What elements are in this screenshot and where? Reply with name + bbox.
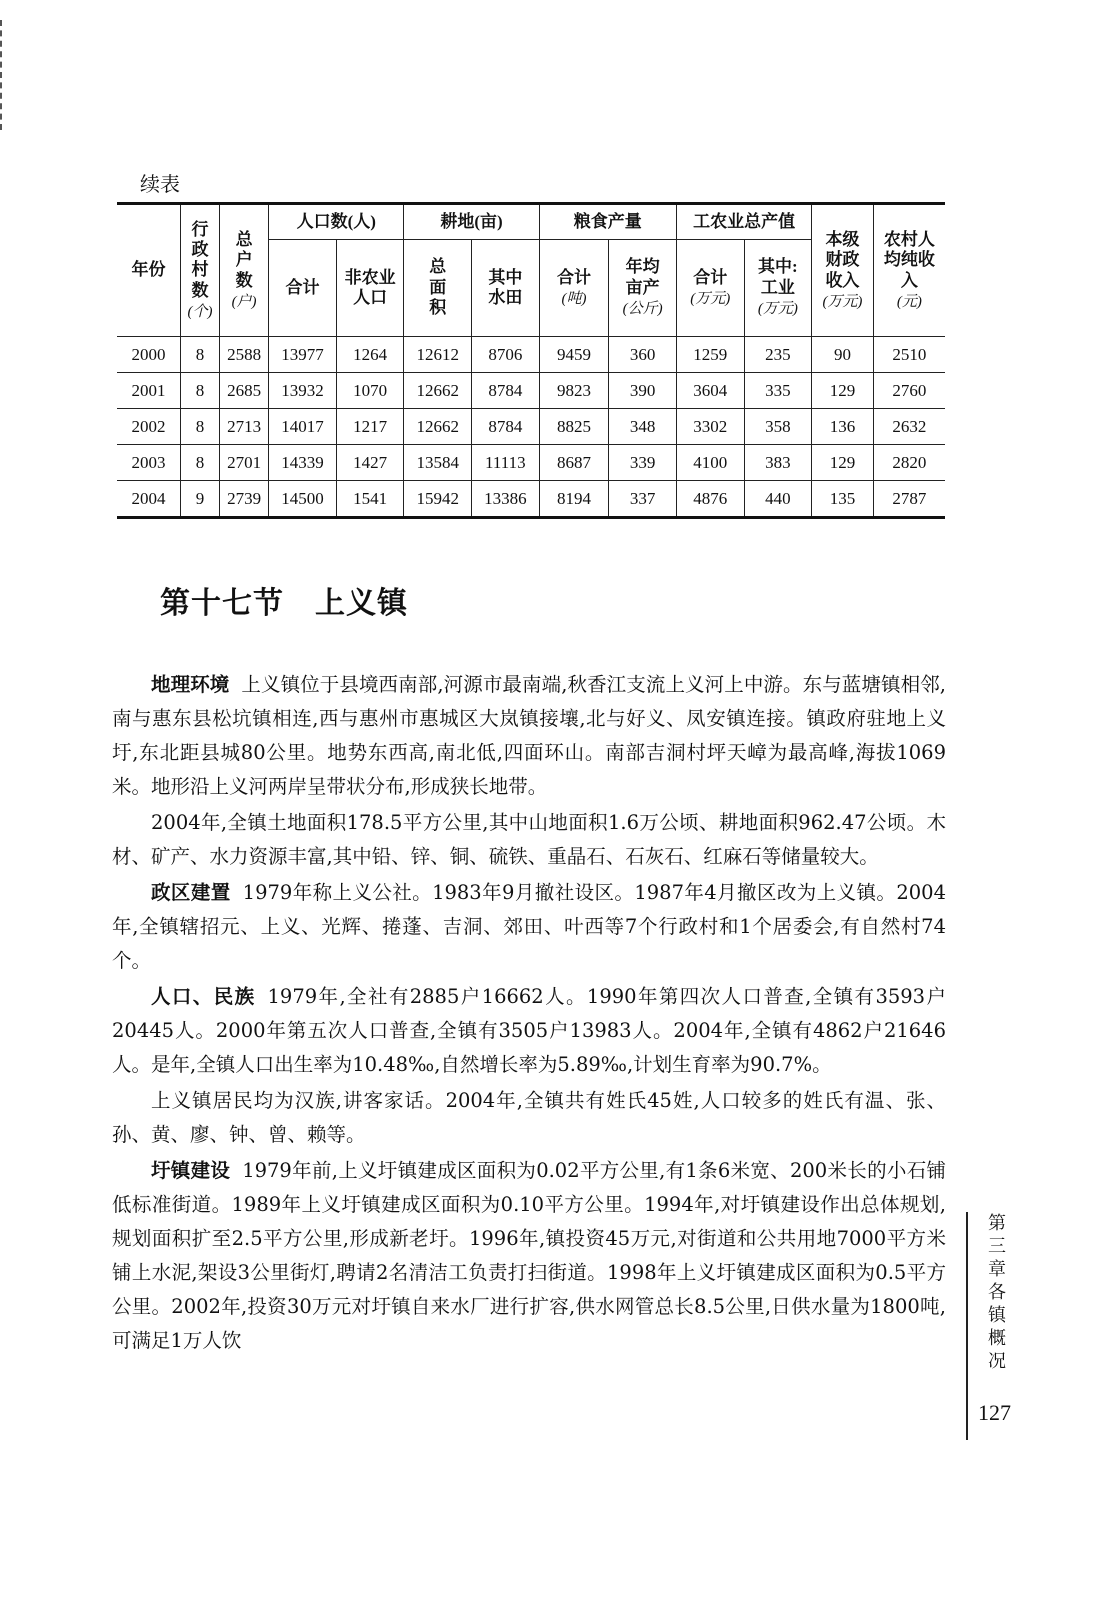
header-year: 年份 (117, 204, 181, 337)
table-cell: 2632 (873, 409, 945, 445)
header-grain: 粮食产量 (539, 204, 676, 240)
table-cell: 9 (181, 481, 220, 518)
paragraph (112, 876, 946, 978)
table-cell: 440 (744, 481, 812, 518)
table-cell: 339 (609, 445, 677, 481)
header-pop-total: 合计 (269, 240, 337, 337)
table-cell: 2588 (219, 337, 268, 373)
header-households: 总户数 (户) (219, 204, 268, 337)
table-cell: 14017 (269, 409, 337, 445)
table-row (117, 409, 945, 445)
table-cell: 8 (181, 373, 220, 409)
table-cell: 8706 (472, 337, 540, 373)
table-row (117, 445, 945, 481)
table-cell: 15942 (404, 481, 472, 518)
paragraph-heading: 人口、民族 (151, 985, 256, 1008)
table-cell: 8 (181, 409, 220, 445)
table-cell: 2510 (873, 337, 945, 373)
table-cell: 9823 (539, 373, 609, 409)
table-cell: 1264 (336, 337, 404, 373)
paragraph-text: 1979年前,上义圩镇建成区面积为0.02平方公里,有1条6米宽、200米长的小石铺低标准街道。1989年上义圩镇建成区面积为0.10平方公里。1994年,对圩镇建设作出总体规划,规划面积扩至2.5平方公里,形成新老圩。1996年,镇投资45万元,对街道和公共用地7000平方米铺上水泥,架设3公里街灯,聘请2名清洁工负责打扫街道。1998年上义圩镇建成区面积为0.5平方公里。2002年,投资30万元对圩镇自来水厂进行扩容,供水网管总长8.5公里,日供水量为1800吨,可满足1万人饮 (112, 1159, 946, 1352)
table-cell: 4876 (676, 481, 744, 518)
table-cell: 13977 (269, 337, 337, 373)
table-cell: 1259 (676, 337, 744, 373)
paragraph-heading: 圩镇建设 (151, 1159, 231, 1182)
header-farm-total: 总面积 (404, 240, 472, 337)
table-body (117, 337, 945, 518)
table-cell: 11113 (472, 445, 540, 481)
table-cell: 14500 (269, 481, 337, 518)
paragraph (112, 1084, 946, 1152)
header-income: 农村人均纯收入 (元) (873, 204, 945, 337)
table-cell: 3604 (676, 373, 744, 409)
body-text (112, 668, 946, 1360)
header-population: 人口数(人) (269, 204, 404, 240)
table-cell: 8687 (539, 445, 609, 481)
table-cell: 2820 (873, 445, 945, 481)
table-cell: 335 (744, 373, 812, 409)
paragraph (112, 806, 946, 874)
table-cell: 2004 (117, 481, 181, 518)
paragraph-text: 1979年称上义公社。1983年9月撤社设区。1987年4月撤区改为上义镇。2004年,全镇辖招元、上义、光辉、捲蓬、吉洞、郊田、叶西等7个行政村和1个居委会,有自然村74个。 (112, 881, 946, 972)
header-farm-paddy: 其中水田 (472, 240, 540, 337)
paragraph-heading: 政区建置 (151, 881, 231, 904)
table-row (117, 373, 945, 409)
paragraph-text: 上义镇位于县境西南部,河源市最南端,秋香江支流上义河上中游。东与蓝塘镇相邻,南与惠东县松坑镇相连,西与惠州市惠城区大岚镇接壤,北与好义、凤安镇连接。镇政府驻地上义圩,东北距县城80公里。地势东西高,南北低,四面环山。南部吉洞村坪天嶂为最高峰,海拔1069米。地形沿上义河两岸呈带状分布,形成狭长地带。 (112, 673, 946, 798)
table-cell: 12612 (404, 337, 472, 373)
table-cell: 8784 (472, 373, 540, 409)
table-cell: 12662 (404, 373, 472, 409)
chapter-side-label: 第三章 各镇概况 (988, 1213, 1024, 1372)
table-cell: 129 (812, 373, 873, 409)
paragraph (112, 668, 946, 804)
header-output-total: 合计 (万元) (676, 240, 744, 337)
header-grain-total: 合计 (吨) (539, 240, 609, 337)
table-cell: 2713 (219, 409, 268, 445)
table-cell: 90 (812, 337, 873, 373)
table-cell: 8 (181, 445, 220, 481)
paragraph (112, 980, 946, 1082)
header-output-industry: 其中:工业 (万元) (744, 240, 812, 337)
table-cell: 8784 (472, 409, 540, 445)
header-farmland: 耕地(亩) (404, 204, 539, 240)
table-cell: 383 (744, 445, 812, 481)
table-cell: 337 (609, 481, 677, 518)
header-fiscal: 本级财政收入 (万元) (812, 204, 873, 337)
table-cell: 235 (744, 337, 812, 373)
table-cell: 2003 (117, 445, 181, 481)
table-cell: 358 (744, 409, 812, 445)
table-cell: 129 (812, 445, 873, 481)
table-cell: 1070 (336, 373, 404, 409)
paragraph-text: 2004年,全镇土地面积178.5平方公里,其中山地面积1.6万公顷、耕地面积962.47公顷。木材、矿产、水力资源丰富,其中铅、锌、铜、硫铁、重晶石、石灰石、红麻石等储量较大。 (112, 811, 946, 868)
page-number: 127 (978, 1400, 1011, 1425)
header-output: 工农业总产值 (676, 204, 811, 240)
table-cell: 2001 (117, 373, 181, 409)
table-cell: 136 (812, 409, 873, 445)
table-cell: 8 (181, 337, 220, 373)
table-cell: 2701 (219, 445, 268, 481)
table-cell: 2000 (117, 337, 181, 373)
table-cell: 360 (609, 337, 677, 373)
header-villages: 行政村数 (个) (181, 204, 220, 337)
table-cell: 1217 (336, 409, 404, 445)
table-cell: 4100 (676, 445, 744, 481)
table-cell: 1427 (336, 445, 404, 481)
table-row (117, 337, 945, 373)
paragraph-heading: 地理环境 (151, 673, 230, 696)
table-cell: 8194 (539, 481, 609, 518)
table-cell: 14339 (269, 445, 337, 481)
header-pop-nonagri: 非农业人口 (336, 240, 404, 337)
statistics-table (117, 202, 945, 519)
table-cell: 3302 (676, 409, 744, 445)
table-cell: 12662 (404, 409, 472, 445)
table-cell: 2787 (873, 481, 945, 518)
table-cell: 348 (609, 409, 677, 445)
paragraph-text: 1979年,全社有2885户16662人。1990年第四次人口普查,全镇有3593户20445人。2000年第五次人口普查,全镇有3505户13983人。2004年,全镇有4862户21646人。是年,全镇人口出生率为10.48‰,自然增长率为5.89‰,计划生育率为90.7%。 (112, 985, 946, 1076)
paragraph-text: 上义镇居民均为汉族,讲客家话。2004年,全镇共有姓氏45姓,人口较多的姓氏有温、张、孙、黄、廖、钟、曾、赖等。 (112, 1089, 946, 1146)
table-cell: 13932 (269, 373, 337, 409)
binding-mark (0, 20, 5, 130)
table-cell: 135 (812, 481, 873, 518)
header-grain-yield: 年均亩产 (公斤) (609, 240, 677, 337)
table-cell: 13386 (472, 481, 540, 518)
table-cell: 2760 (873, 373, 945, 409)
table-cell: 2739 (219, 481, 268, 518)
table-cell: 2685 (219, 373, 268, 409)
table-cell: 13584 (404, 445, 472, 481)
table-cell: 390 (609, 373, 677, 409)
section-title: 第十七节 上义镇 (160, 586, 408, 621)
table-cell: 9459 (539, 337, 609, 373)
table-cell: 8825 (539, 409, 609, 445)
table-continued-label: 续表 (140, 172, 180, 196)
paragraph (112, 1154, 946, 1358)
table-cell: 1541 (336, 481, 404, 518)
table-cell: 2002 (117, 409, 181, 445)
table-row (117, 481, 945, 518)
chapter-tab-rule (966, 1212, 968, 1440)
